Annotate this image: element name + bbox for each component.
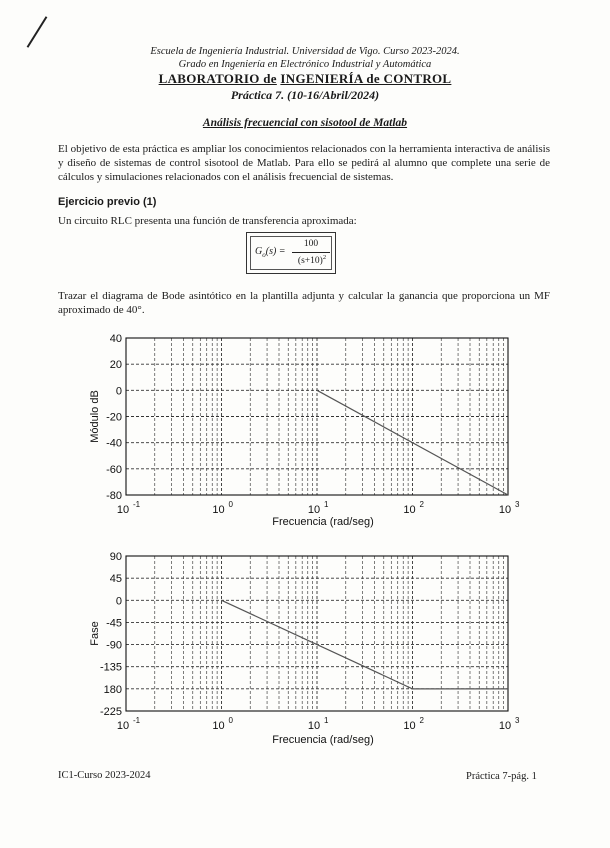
formula-numerator: 100 (303, 239, 319, 249)
x-axis-label: Frecuencia (rad/seg) (272, 516, 374, 528)
x-tick-label: 10 (498, 720, 512, 732)
exercise-task: Trazar el diagrama de Bode asintótico en la plantilla adjunta y calcular la ganancia que proporciona un MF aproximado de 40°. (58, 290, 550, 316)
x-tick-label: 10 (403, 720, 416, 732)
x-tick-exponent: 2 (419, 500, 424, 509)
footer-right: Práctica 7-pág. 1 (466, 771, 537, 782)
x-tick-exponent: 2 (419, 716, 424, 725)
y-tick-label: 0 (115, 385, 122, 398)
phase-plot (0, 545, 610, 755)
y-tick-label: -60 (106, 463, 122, 476)
exercise-heading: Ejercicio previo (1) (58, 196, 157, 208)
x-tick-label: 10 (403, 504, 416, 516)
y-tick-label: -45 (106, 617, 122, 630)
intro-paragraph: El objetivo de esta práctica es ampliar los conocimientos relacionados con la herramienta interactiva de análisis y diseño de sistemas de control sisotool de Matlab. Para ello se pedirá al alumno que complete una serie de cálculos y simulaciones relacionados con el análisis frecuencial de sistemas. (58, 143, 550, 183)
y-tick-label: -40 (106, 437, 122, 450)
y-tick-label: -80 (106, 490, 122, 502)
x-tick-exponent: -1 (133, 716, 141, 725)
exercise-statement: Un circuito RLC presenta una función de transferencia aproximada: (58, 215, 357, 227)
y-tick-label: 90 (109, 551, 122, 563)
y-tick-label: 45 (109, 573, 122, 586)
y-tick-label: 40 (109, 333, 122, 345)
y-tick-label: 180 (103, 683, 122, 696)
fraction-bar (292, 252, 330, 253)
x-tick-label: 10 (116, 720, 130, 732)
y-tick-label: 0 (115, 595, 122, 608)
formula-lhs: $G_o(s)$ = (255, 246, 286, 259)
x-tick-exponent: -1 (133, 500, 141, 509)
header-line-1: Escuela de Ingeniería Industrial. Universidad de Vigo. Curso 2023-2024. (150, 46, 460, 57)
y-axis-label: Módulo dB (89, 390, 101, 443)
x-tick-label: 10 (498, 504, 512, 516)
y-tick-label: 20 (109, 359, 122, 372)
y-tick-label: -135 (99, 661, 122, 674)
pen-mark (27, 16, 48, 48)
asymptote-line (222, 600, 509, 689)
x-axis-label: Frecuencia (rad/seg) (272, 734, 374, 746)
lab-title-suffix: INGENIERÍA de CONTROL (280, 71, 452, 86)
x-tick-exponent: 1 (324, 500, 329, 509)
lab-title-prefix: LABORATORIO de (158, 71, 277, 86)
x-tick-label: 10 (307, 720, 321, 732)
x-tick-exponent: 3 (515, 716, 520, 725)
lab-title (0, 71, 610, 87)
magnitude-plot (0, 325, 610, 535)
formula-denominator: $(s+10)^2$ (297, 254, 327, 267)
x-tick-label: 10 (307, 504, 321, 516)
x-tick-label: 10 (212, 504, 225, 516)
x-tick-label: 10 (212, 720, 225, 732)
header-line-2: Grado en Ingeniería en Electrónico Industrial y Automática (178, 59, 432, 70)
y-tick-label: -20 (106, 411, 122, 424)
footer-left: IC1-Curso 2023-2024 (58, 770, 151, 781)
practice-subtitle: Práctica 7. (10-16/Abril/2024) (230, 88, 380, 102)
x-tick-exponent: 1 (324, 716, 329, 725)
x-tick-label: 10 (116, 504, 130, 516)
y-tick-label: -90 (106, 639, 122, 652)
section-title: Análisis frecuencial con sisotool de Matlab (202, 117, 408, 129)
x-tick-exponent: 3 (515, 500, 520, 509)
y-tick-label: -225 (99, 706, 122, 718)
x-tick-exponent: 0 (228, 500, 233, 509)
transfer-function-box (246, 232, 336, 274)
x-tick-exponent: 0 (228, 716, 233, 725)
y-axis-label: Fase (89, 621, 101, 646)
